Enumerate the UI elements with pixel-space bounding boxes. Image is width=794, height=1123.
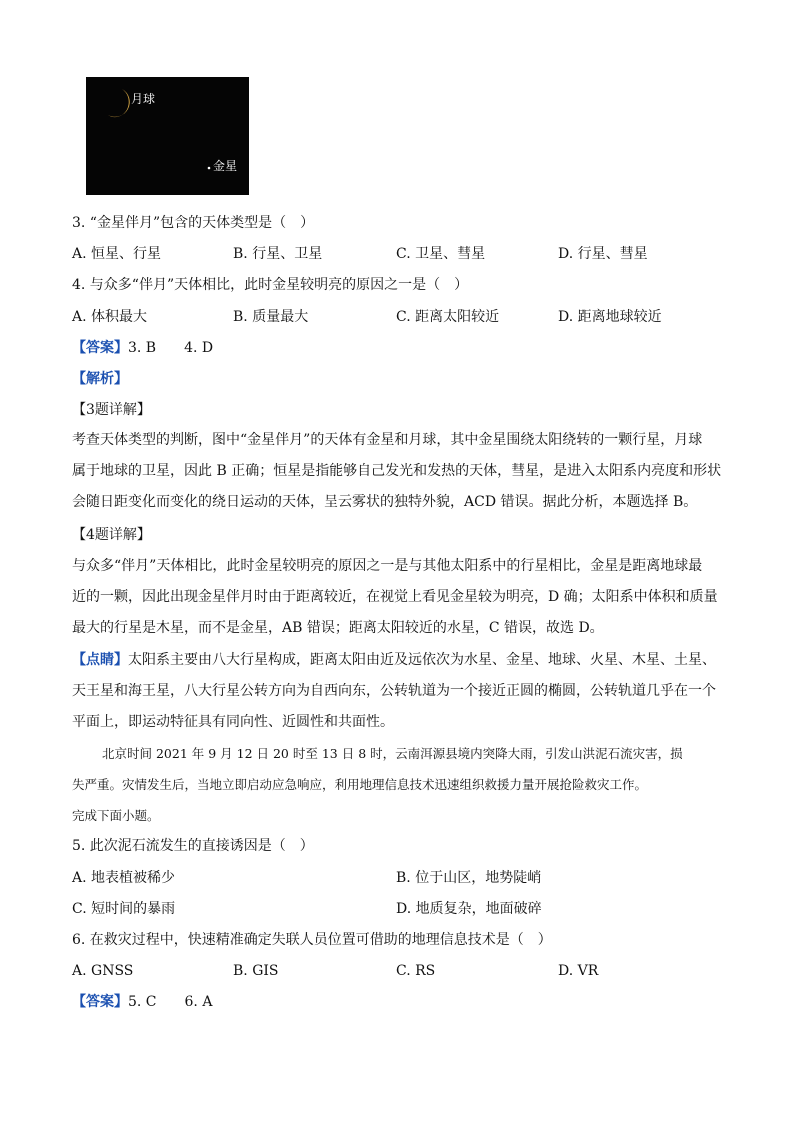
detail-3-line: 属于地球的卫星，因此 B 正确；恒星是指能够自己发光和发热的天体，彗星，是进入太阳系内亮度和形状 xyxy=(72,463,722,479)
dianjing-line: 平面上，即运动特征具有同向性、近圆性和共面性。 xyxy=(72,714,394,730)
q3-option-a: A. 恒星、行星 xyxy=(72,246,162,262)
analysis-tag: 【解析】 xyxy=(72,371,128,387)
detail-4-heading: 【4题详解】 xyxy=(72,527,151,543)
dianjing-text: 太阳系主要由八大行星构成，距离太阳由近及远依次为水星、金星、地球、火星、木星、土星、 xyxy=(128,652,716,668)
dianjing-tag: 【点睛】 xyxy=(72,652,128,668)
crescent-moon-icon xyxy=(86,77,249,195)
material-line: 北京时间 2021 年 9 月 12 日 20 时至 13 日 8 时，云南洱源县境内突降大雨，引发山洪泥石流灾害，损 xyxy=(102,746,683,761)
detail-4-line: 近的一颗，因此出现金星伴月时由于距离较近，在视觉上看见金星较为明亮，D 确；太阳系中体积和质量 xyxy=(72,589,718,605)
q5-option-c: C. 短时间的暴雨 xyxy=(72,901,176,917)
detail-4-body xyxy=(72,551,722,644)
q4-option-b: B. 质量最大 xyxy=(233,309,309,325)
venus-label: 金星 xyxy=(213,159,238,173)
q6-option-c: C. RS xyxy=(396,963,436,979)
detail-4-line: 与众多“伴月”天体相比，此时金星较明亮的原因之一是与其他太阳系中的行星相比，金星是距离地球最 xyxy=(72,558,703,574)
q6-option-b: B. GIS xyxy=(233,963,279,979)
question-3-stem: 3. “金星伴月”包含的天体类型是（ ） xyxy=(72,215,315,231)
material-body xyxy=(72,738,722,831)
answer-tag: 【答案】 xyxy=(72,340,128,356)
detail-4-tag xyxy=(72,525,151,545)
detail-3-body xyxy=(72,425,722,518)
moon-label: 月球 xyxy=(131,92,156,106)
question-6-stem: 6. 在救灾过程中，快速精准确定失联人员位置可借助的地理信息技术是（ ） xyxy=(72,932,552,948)
question-5-stem: 5. 此次泥石流发生的直接诱因是（ ） xyxy=(72,838,314,854)
detail-3-line: 会随日距变化而变化的绕日运动的天体，呈云雾状的独特外貌，ACD 错误。据此分析，本题选择 B。 xyxy=(72,494,698,510)
q5-option-a: A. 地表植被稀少 xyxy=(72,870,176,886)
q4-option-a: A. 体积最大 xyxy=(72,309,148,325)
detail-4-line: 最大的行星是木星，而不是金星，AB 错误；距离太阳较近的水星，C 错误，故选 D。 xyxy=(72,620,604,636)
answer-text: 5. C 6. A xyxy=(128,994,213,1010)
dianjing-line: 天王星和海王星，八大行星公转方向为自西向东，公转轨道为一个接近正圆的椭圆，公转轨道几乎在一个 xyxy=(72,683,716,699)
q5-option-d: D. 地质复杂，地面破碎 xyxy=(396,901,542,917)
q5-option-b: B. 位于山区，地势陡峭 xyxy=(396,870,542,886)
answer-line-2 xyxy=(72,992,212,1012)
q6-option-d: D. VR xyxy=(558,963,599,979)
venus-moon-photo xyxy=(86,77,249,195)
q3-option-d: D. 行星、彗星 xyxy=(558,246,648,262)
detail-3-line: 考查天体类型的判断，图中“金星伴月”的天体有金星和月球，其中金星围绕太阳绕转的一颗行星，月球 xyxy=(72,432,703,448)
q3-option-c: C. 卫星、彗星 xyxy=(396,246,486,262)
answer-line-1 xyxy=(72,338,213,358)
q4-option-c: C. 距离太阳较近 xyxy=(396,309,500,325)
answer-text: 3. B 4. D xyxy=(128,340,214,356)
q4-option-d: D. 距离地球较近 xyxy=(558,309,662,325)
material-line: 完成下面小题。 xyxy=(72,808,160,823)
q6-option-a: A. GNSS xyxy=(72,963,134,979)
dianjing-line xyxy=(72,645,722,676)
detail-3-tag xyxy=(72,400,151,420)
dianjing-body xyxy=(72,645,722,738)
q3-option-b: B. 行星、卫星 xyxy=(233,246,323,262)
question-4-stem: 4. 与众多“伴月”天体相比，此时金星较明亮的原因之一是（ ） xyxy=(72,277,469,293)
answer-tag: 【答案】 xyxy=(72,994,128,1010)
detail-3-heading: 【3题详解】 xyxy=(72,402,151,418)
material-line: 失严重。灾情发生后，当地立即启动应急响应，利用地理信息技术迅速组织救援力量开展抢险救灾工作。 xyxy=(72,777,648,792)
